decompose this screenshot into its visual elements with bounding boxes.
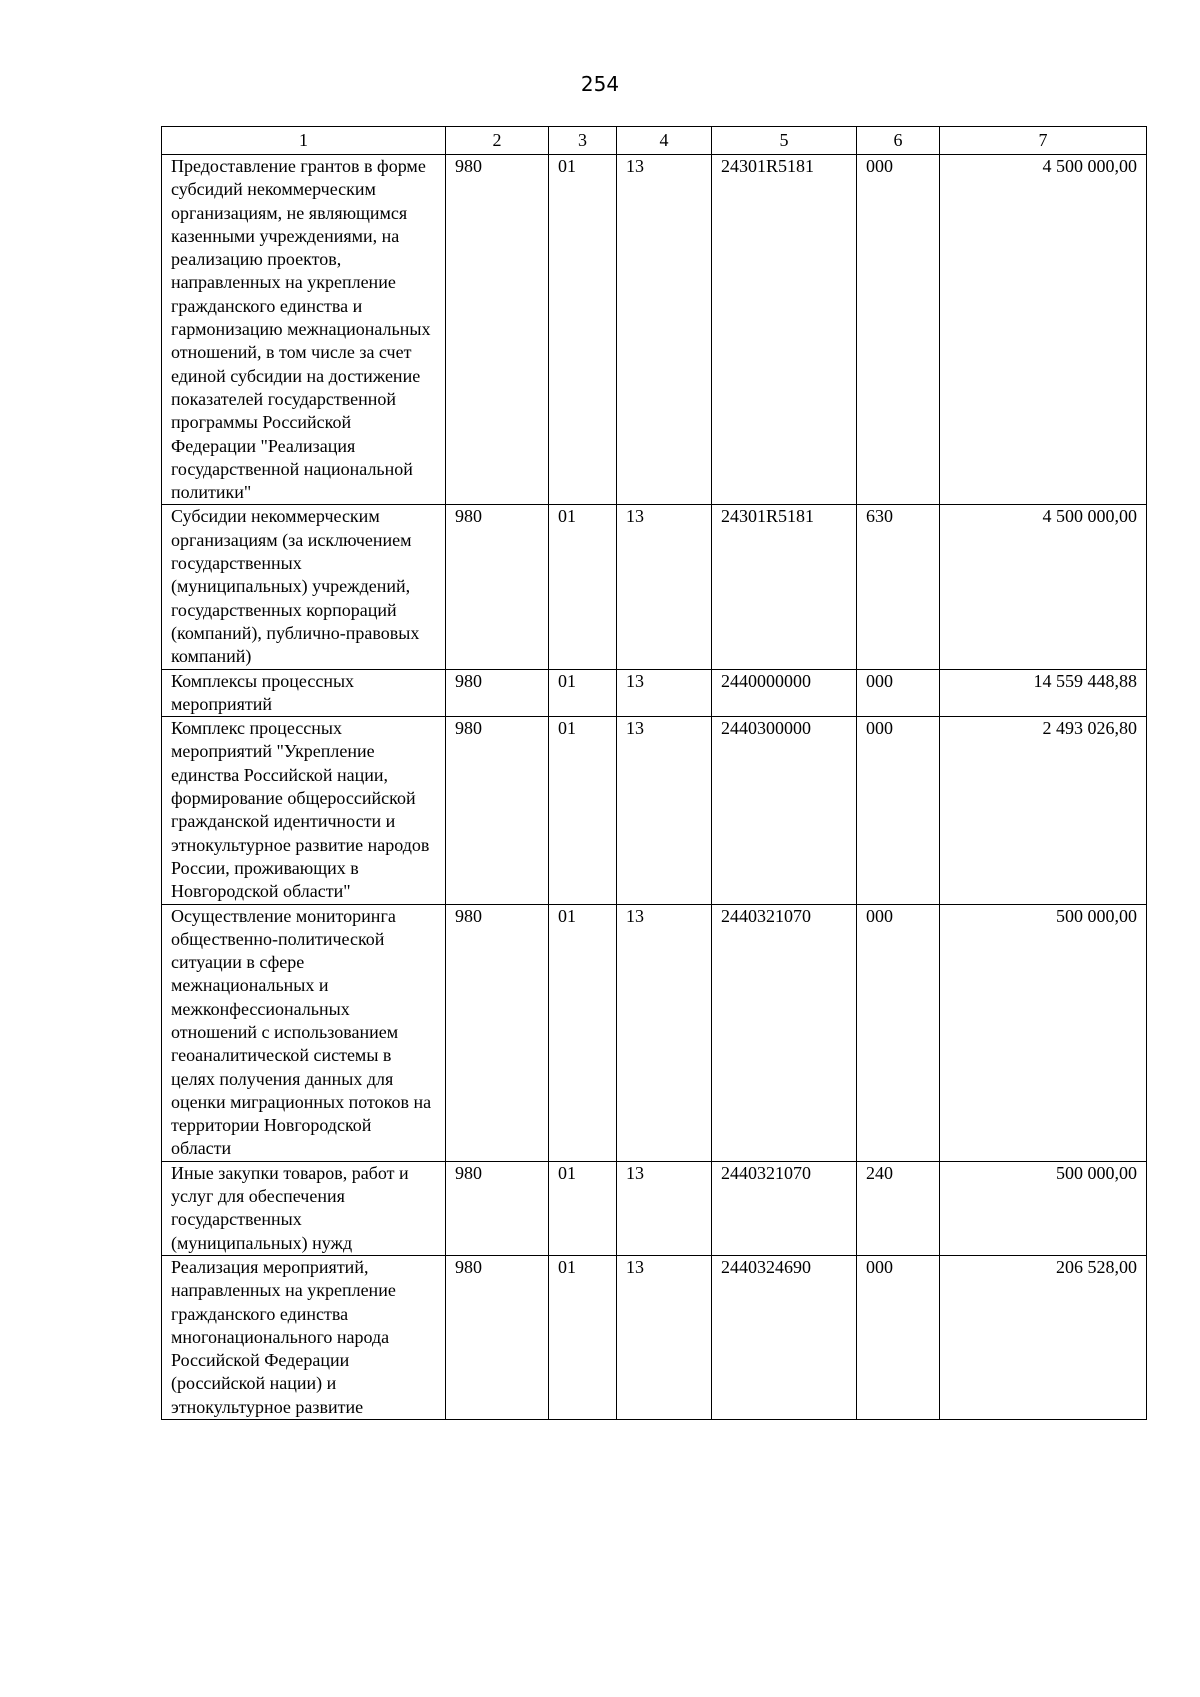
row-ministry-code: 980 bbox=[446, 669, 549, 717]
header-row bbox=[162, 127, 1147, 155]
row-subsection-code: 13 bbox=[617, 155, 712, 505]
row-subsection-code: 13 bbox=[617, 904, 712, 1161]
table-row bbox=[162, 717, 1147, 904]
column-header-7: 7 bbox=[940, 127, 1147, 155]
page-number: 254 bbox=[580, 72, 620, 96]
row-expense-type-code: 000 bbox=[857, 155, 940, 505]
row-section-code: 01 bbox=[549, 155, 617, 505]
row-section-code: 01 bbox=[549, 505, 617, 669]
table-row bbox=[162, 669, 1147, 717]
row-name: Субсидии некоммерческим организациям (за исключением государственных (муниципальных) учреждений, государственных корпораций (компаний), публично-правовых компаний) bbox=[162, 505, 446, 669]
row-ministry-code: 980 bbox=[446, 717, 549, 904]
row-section-code: 01 bbox=[549, 1161, 617, 1255]
row-target-code: 2440321070 bbox=[712, 904, 857, 1161]
row-ministry-code: 980 bbox=[446, 505, 549, 669]
row-ministry-code: 980 bbox=[446, 1255, 549, 1419]
row-amount: 500 000,00 bbox=[940, 1161, 1147, 1255]
row-ministry-code: 980 bbox=[446, 904, 549, 1161]
row-subsection-code: 13 bbox=[617, 717, 712, 904]
row-expense-type-code: 240 bbox=[857, 1161, 940, 1255]
row-target-code: 24301R5181 bbox=[712, 155, 857, 505]
row-subsection-code: 13 bbox=[617, 669, 712, 717]
row-amount: 4 500 000,00 bbox=[940, 505, 1147, 669]
row-amount: 500 000,00 bbox=[940, 904, 1147, 1161]
row-target-code: 2440324690 bbox=[712, 1255, 857, 1419]
row-expense-type-code: 000 bbox=[857, 1255, 940, 1419]
column-header-4: 4 bbox=[617, 127, 712, 155]
row-expense-type-code: 000 bbox=[857, 904, 940, 1161]
row-target-code: 2440300000 bbox=[712, 717, 857, 904]
row-expense-type-code: 000 bbox=[857, 717, 940, 904]
row-section-code: 01 bbox=[549, 1255, 617, 1419]
row-amount: 2 493 026,80 bbox=[940, 717, 1147, 904]
row-section-code: 01 bbox=[549, 717, 617, 904]
row-amount: 4 500 000,00 bbox=[940, 155, 1147, 505]
row-ministry-code: 980 bbox=[446, 155, 549, 505]
table-row bbox=[162, 505, 1147, 669]
column-header-1: 1 bbox=[162, 127, 446, 155]
budget-table bbox=[161, 126, 1147, 1420]
column-header-3: 3 bbox=[549, 127, 617, 155]
row-subsection-code: 13 bbox=[617, 505, 712, 669]
row-amount: 14 559 448,88 bbox=[940, 669, 1147, 717]
row-target-code: 2440000000 bbox=[712, 669, 857, 717]
row-target-code: 24301R5181 bbox=[712, 505, 857, 669]
row-name: Комплексы процессных мероприятий bbox=[162, 669, 446, 717]
row-name: Реализация мероприятий, направленных на укрепление гражданского единства многонационального народа Российской Федерации (российской нации) и этнокультурное развитие bbox=[162, 1255, 446, 1419]
row-amount: 206 528,00 bbox=[940, 1255, 1147, 1419]
row-name: Предоставление грантов в форме субсидий некоммерческим организациям, не являющимся казенными учреждениями, на реализацию проектов, направленных на укрепление гражданского единства и гармонизацию межнациональных отношений, в том числе за счет единой субсидии на достижение показателей государственной программы Российской Федерации "Реализация государственной национальной политики" bbox=[162, 155, 446, 505]
row-name: Комплекс процессных мероприятий "Укрепление единства Российской нации, формирование общероссийской гражданской идентичности и этнокультурное развитие народов России, проживающих в Новгородской области" bbox=[162, 717, 446, 904]
column-header-6: 6 bbox=[857, 127, 940, 155]
row-ministry-code: 980 bbox=[446, 1161, 549, 1255]
table-row bbox=[162, 904, 1147, 1161]
table-row bbox=[162, 155, 1147, 505]
row-expense-type-code: 000 bbox=[857, 669, 940, 717]
row-subsection-code: 13 bbox=[617, 1161, 712, 1255]
row-target-code: 2440321070 bbox=[712, 1161, 857, 1255]
row-name: Иные закупки товаров, работ и услуг для обеспечения государственных (муниципальных) нужд bbox=[162, 1161, 446, 1255]
column-header-2: 2 bbox=[446, 127, 549, 155]
row-section-code: 01 bbox=[549, 669, 617, 717]
table-row bbox=[162, 1255, 1147, 1419]
row-expense-type-code: 630 bbox=[857, 505, 940, 669]
row-subsection-code: 13 bbox=[617, 1255, 712, 1419]
row-section-code: 01 bbox=[549, 904, 617, 1161]
row-name: Осуществление мониторинга общественно-политической ситуации в сфере межнациональных и межконфессиональных отношений с использованием геоаналитической системы в целях получения данных для оценки миграционных потоков на территории Новгородской области bbox=[162, 904, 446, 1161]
column-header-5: 5 bbox=[712, 127, 857, 155]
table-row bbox=[162, 1161, 1147, 1255]
